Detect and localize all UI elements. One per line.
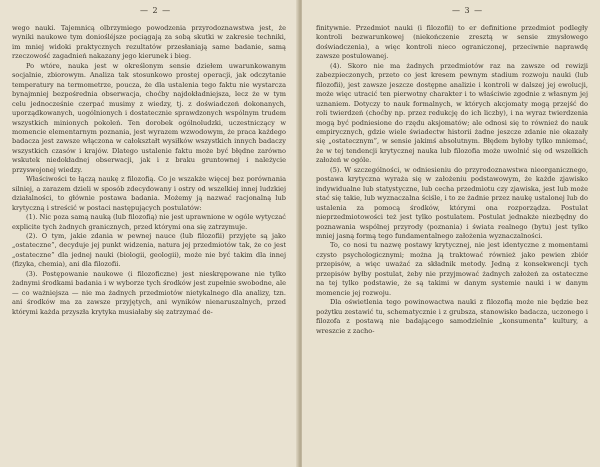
paragraph: Po wtóre, nauka jest w określonym sensie dziełem uwarunkowanym socjalnie, zbiorowym. Analiza tak stosunkowo prostej operacji, jak odczytanie temperatury na termometrze, poucza, że dla ustalenia tego faktu nie wystarcza bynajmniej bezpośrednia obserwacja, choćby najdokładniejsza, lecz że w tym celu jednocześnie czerpać musimy z wiedzy, tj. z doświadczeń dokonanych, uporządkowanych, uogólnionych i dostatecznie sprawdzonych wspólnym trudem wszystkich minionych pokoleń. Ten dorobek ogólnoludzki, uczestniczący w momencie elementarnym poznania, jest wyrazem wzwodowym, że praca każdego badacza jest zawsze włączona w całokształt wysiłków wszystkich innych badaczy wszystkich czasów i krajów. Dlatego ustalenie faktu może być błędne zarówno wskutek niedokładnej obserwacji, jak i z braku gruntownej i należycie przyswojonej wiedzy.: [12, 61, 286, 174]
page-body: [12, 24, 286, 317]
paragraph: finitywnie. Przedmiot nauki (i filozofii) to er definitione przedmiot podległy kontroli bezwarunkowej (niekończenie zresztą w sensie zmysłowego doświadczenia), a więc kontroli nieco ograniczonej, przeciwnie naprawdę zawsze postulowanej.: [316, 24, 588, 61]
paragraph: To, co nosi tu nazwę postawy krytycznej, nie jest identyczne z momentami czysto psychologicznymi; można ją traktować również jako pewien zbiór przepisów, a więc uważać za składnik metody. Jedną z konsekwencji tych przepisów byłby postulat, żeby nie przyjmować żadnych założeń za ostateczne na tej tylko podstawie, że są takimi w danym systemie nauki i w danym momencie jej rozwoju.: [316, 241, 588, 297]
right-page: [302, 0, 600, 467]
page-number: — 2 —: [140, 6, 172, 15]
paragraph: (2). O tym, jakie zdania w pewnej nauce (lub filozofii) przyjęte są jako „ostateczne”, decyduje jej punkt widzenia, natura jej przedmiotów tak, że co jest „ostateczne” dla jednej nauki (biologii, geologii), może nie być takim dla innej (fizyka, chemia), ani dla filozofii.: [12, 231, 286, 269]
left-page: [0, 0, 298, 467]
paragraph: Właściwości te łączą naukę z filozofią. Co je wszakże więcej bez porównania silniej, a zarazem dzieli w sposób zdecydowany i ostry od wszelkiej innej ludzkiej działalności, to głównie postawa badania. Możemy ją nazwać racjonalną lub krytyczną i streścić w postaci następujących postulatów:: [12, 175, 286, 212]
paragraph: (5). W szczególności, w odniesieniu do przyrodoznawstwa nieorganicznego, postawa krytyczna wyraża się w założeniu podstawowym, że każde zjawisko indywidualne lub statystyczne, lub cecha przedmiotu czy zjawiska, jest lub może stać się takie, lub wyznaczalna ściśle, i to ze żadnie przez naukę ustalonej lub do ustalenia za pomocą środków, którymi ona rozporządza. Postulat nieprzedmiotowości też jest tylko postulatem. Postulat jednakże niezbędny do poznawania wspólnej przyrody (poznania) i świata realnego (bytu) jest tylko mniej jasną formą tego fundamentalnego założenia wyznaczalności.: [316, 165, 588, 240]
paragraph: Dla oświetlenia tego powinowactwa nauki z filozofią może nie będzie bez pożytku zestawić tu, schematycznie i z grubsza, stanowisko badacza, uczonego i filozofa z postawą nie badającego samodzielnie „konsumenta” kultury, a wreszcie z zacho-: [316, 298, 588, 335]
paragraph: (3). Postępowanie naukowe (i filozoficzne) jest nieskrępowane nie tylko żadnymi środkami badania i w wyborze tych środków jest zupełnie swobodne, ale — co ważniejsza — nie ma żadnych przedmiotów nietykalnego dla analizy, tzn. ani środków ma za zawsze przyjętych, ani wyników nienaruszalnych, przed którymi każda przyszła krytyka musiałaby się zatrzymać de-: [12, 269, 286, 316]
page-body: [316, 24, 588, 336]
paragraph: wego nauki. Tajemnicą olbrzymiego powodzenia przyrodoznawstwa jest, że wyniki naukowe tym doniośléjsze pociągają za sobą skutki w zakresie techniki, im mniej widoki praktycznych rezultatów przesłaniają same badanie, samą rzeczowość zagadnień nakazany jego kierunek i bieg.: [12, 24, 286, 61]
paragraph: (4). Skoro nie ma żadnych przedmiotów raz na zawsze od rewizji zabezpieczonych, przeto co jest kresem pewnym stadium rozwoju nauki (lub filozofii), jest zawsze jeszcze dostępne analizie i kontroli w dalszej jej ewolucji, może więc utracić ten pierwotny charakter i to właściwie zgodnie z własnym jej uznaniem. Dotyczy to nauk formalnych, w których akcjomaty mogą przejść do roli twierdzeń (choćby np. przez redukcję do ich liczby), i na wyraz twierdzenia mogą być podniesione do rzędu aksjomatów; ale odnosi się to również do nauk empirycznych, gdzie wiele świadectw historii żadne jeszcze zdanie nie okazały się „ostatecznym”, w sensie jakimś absolutnym. Błędem byłoby tylko mniemać, że w tej tendencji krytycznej nauka lub filozofia może uwolnić się od wszelkich założeń w ogóle.: [316, 61, 588, 165]
paragraph: (1). Nic poza samą nauką (lub filozofią) nie jest uprawnione w ogóle wytyczać explicite tych żadnych granicznych, przed którymi ona się zatrzymuje.: [12, 213, 286, 231]
page-number: — 3 —: [452, 6, 484, 15]
